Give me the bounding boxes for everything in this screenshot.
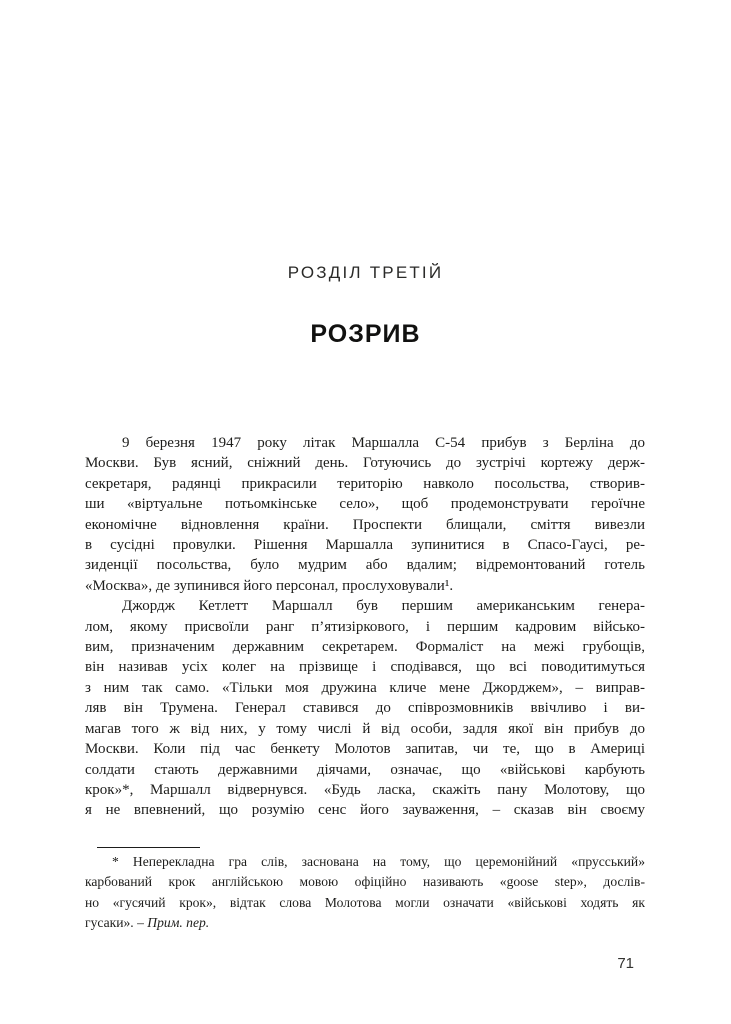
- body-line: ши «віртуальне потьомкінське село», щоб продемонструвати героїчне: [85, 496, 645, 513]
- footnote-translator-note: Прим. пер.: [147, 915, 210, 931]
- body-line: Москви. Коли під час бенкету Молотов запитав, чи те, що в Америці: [85, 741, 645, 758]
- body-text: [85, 433, 645, 821]
- page-number: 71: [617, 955, 634, 972]
- body-line: з ним так само. «Тільки моя дружина кличе мене Джорджем», – виправ-: [85, 679, 645, 696]
- chapter-title: РОЗРИВ: [310, 320, 421, 348]
- footnote-line: карбований крок англійською мовою офіційно називають «goose step», дослів-: [85, 874, 645, 890]
- body-line: я не впевнений, що розумію сенс його зауваження, – сказав він своєму: [85, 802, 645, 819]
- body-line: ляв він Трумена. Генерал ставився до співрозмовників ввічливо і ви-: [85, 700, 645, 717]
- body-line: Москви. Був ясний, сніжний день. Готуючись до зустрічі кортежу держ-: [85, 455, 645, 472]
- footnote-line: но «гусячий крок», відтак слова Молотова могли означати «військові ходять як: [85, 894, 645, 910]
- footnote: [85, 847, 645, 934]
- body-line: зиденції посольства, було мудрим або вдалим; відремонтований готель: [85, 557, 645, 574]
- body-line: секретаря, радянці прикрасили територію навколо посольства, створив-: [85, 475, 645, 492]
- footnote-line: [85, 913, 645, 933]
- body-line: лом, якому присвоїли ранг п’ятизіркового, і першим кадровим військо-: [85, 618, 645, 635]
- body-line: крок»*, Маршалл відвернувся. «Будь ласка, скажіть пану Молотову, що: [85, 781, 645, 798]
- body-line: в сусідні провулки. Рішення Маршалла зупинитися в Спасо-Гаусі, ре-: [85, 537, 645, 554]
- body-line: магав того ж від них, у тому числі й від особи, задля якої він прибув до: [85, 720, 645, 737]
- footnote-line-text: гусаки». –: [85, 915, 148, 931]
- body-line: солдати стають державними діячами, означає, що «військові карбують: [85, 761, 645, 778]
- body-line: вим, призначеним державним секретарем. Формаліст на межі грубощів,: [85, 639, 645, 656]
- body-line: 9 березня 1947 року літак Маршалла С-54 прибув з Берліна до: [122, 435, 645, 451]
- paragraph: [85, 596, 645, 820]
- body-line: економічне відновлення країни. Проспекти блищали, сміття вивезли: [85, 516, 645, 533]
- footnote-line: * Неперекладна гра слів, заснована на тому, що церемонійний «прусський»: [112, 854, 645, 869]
- body-line: Джордж Кетлетт Маршалл був першим американським генера-: [122, 598, 645, 615]
- chapter-label: РОЗДІЛ ТРЕТІЙ: [287, 263, 444, 282]
- body-line: він називав усіх колег на прізвище і сподівався, що всі поводитимуться: [85, 659, 645, 676]
- body-line: «Москва», де зупинився його персонал, прослуховували¹.: [85, 577, 454, 594]
- paragraph: [85, 433, 645, 596]
- footnote-separator: [97, 847, 200, 848]
